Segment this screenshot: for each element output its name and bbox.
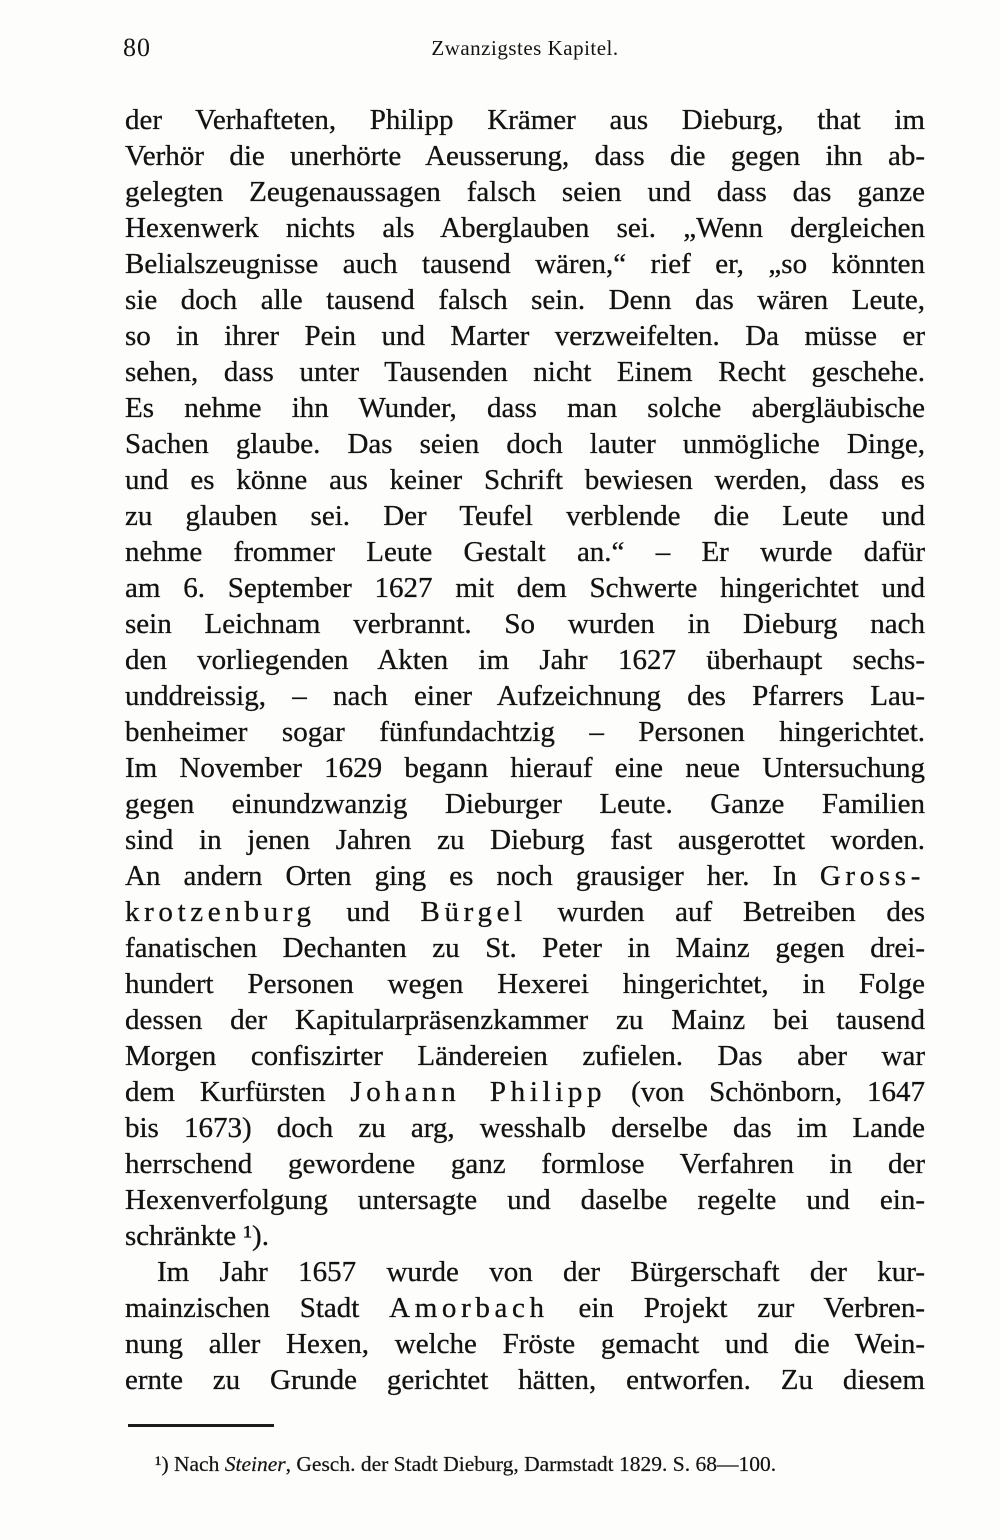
text-line — [125, 318, 925, 354]
text-line — [125, 102, 925, 138]
text-segment: Hexenverfolgung untersagte und daselbe regelte und ein- — [125, 1184, 925, 1216]
letterspaced-text: Gross- — [819, 860, 925, 892]
footnote-rule — [128, 1424, 274, 1427]
text-line — [125, 1218, 925, 1254]
page-number: 80 — [123, 33, 151, 62]
text-line — [125, 1038, 925, 1074]
text-line — [125, 462, 925, 498]
text-segment: dem Kurfürsten — [125, 1076, 351, 1108]
text-segment: zu glauben sei. Der Teufel verblende die Leute und — [125, 500, 925, 532]
text-segment: (von Schönborn, 1647 — [606, 1076, 925, 1108]
text-segment: unddreissig, – nach einer Aufzeichnung des Pfarrers Lau- — [125, 680, 925, 712]
text-segment: sehen, dass unter Tausenden nicht Einem Recht geschehe. — [125, 356, 925, 388]
text-segment: , Gesch. der Stadt Dieburg, Darmstadt 1829. S. 68—100. — [285, 1452, 777, 1476]
text-segment: Morgen confiszirter Ländereien zufielen. Das aber war — [125, 1040, 925, 1072]
text-line — [125, 678, 925, 714]
text-line — [125, 1110, 925, 1146]
text-line — [125, 930, 925, 966]
text-line — [125, 174, 925, 210]
text-line — [125, 138, 925, 174]
text-segment: und — [315, 896, 421, 928]
text-segment: An andern Orten ging es noch grausiger her. In — [125, 860, 820, 892]
letterspaced-text: Johann Philipp — [350, 1076, 607, 1108]
text-segment: ernte zu Grunde gerichtet hätten, entworfen. Zu diesem — [125, 1364, 925, 1396]
text-segment: Belialszeugnisse auch tausend wären,“ rief er, „so könnten — [125, 248, 925, 280]
letterspaced-text: Amorbach — [389, 1292, 549, 1324]
text-segment: den vorliegenden Akten im Jahr 1627 überhaupt sechs- — [125, 644, 925, 676]
text-segment: herrschend gewordene ganz formlose Verfahren in der — [125, 1148, 925, 1180]
text-line — [125, 210, 925, 246]
chapter-title: Zwanzigstes Kapitel. — [431, 36, 619, 60]
text-line — [125, 354, 925, 390]
text-segment: nehme frommer Leute Gestalt an.“ – Er wurde dafür — [125, 536, 925, 568]
text-segment: ein Projekt zur Verbren- — [548, 1292, 926, 1324]
text-segment: Sachen glaube. Das seien doch lauter unmögliche Dinge, — [125, 428, 925, 460]
text-line — [125, 1254, 925, 1290]
body-text — [125, 102, 925, 1398]
letterspaced-text: krotzenburg — [125, 896, 316, 928]
text-segment: sie doch alle tausend falsch sein. Denn das wären Leute, — [125, 284, 925, 316]
text-segment: am 6. September 1627 mit dem Schwerte hingerichtet und — [125, 572, 925, 604]
text-line — [125, 1362, 925, 1398]
text-line — [125, 426, 925, 462]
text-segment: hundert Personen wegen Hexerei hingerichtet, in Folge — [125, 968, 925, 1000]
text-segment: sind in jenen Jahren zu Dieburg fast ausgerottet worden. — [125, 824, 925, 856]
text-segment: Hexenwerk nichts als Aberglauben sei. „Wenn dergleichen — [125, 212, 925, 244]
text-segment: benheimer sogar fünfundachtzig – Personen hingerichtet. — [125, 716, 925, 748]
text-line — [125, 606, 925, 642]
text-line — [125, 1146, 925, 1182]
text-line — [125, 498, 925, 534]
text-line — [125, 714, 925, 750]
text-line — [125, 246, 925, 282]
text-line — [125, 282, 925, 318]
text-segment: gelegten Zeugenaussagen falsch seien und dass das ganze — [125, 176, 925, 208]
text-segment: so in ihrer Pein und Marter verzweifelten. Da müsse er — [125, 320, 925, 352]
text-segment: bis 1673) doch zu arg, wesshalb derselbe das im Lande — [125, 1112, 925, 1144]
text-segment: Im Jahr 1657 wurde von der Bürgerschaft der kur- — [157, 1256, 925, 1288]
text-line — [125, 390, 925, 426]
text-segment: Im November 1629 begann hierauf eine neue Untersuchung — [125, 752, 925, 784]
text-segment: dessen der Kapitularpräsenzkammer zu Mainz bei tausend — [125, 1004, 925, 1036]
text-segment: der Verhafteten, Philipp Krämer aus Dieburg, that im — [125, 104, 925, 136]
text-line — [125, 570, 925, 606]
text-segment: schränkte ¹). — [125, 1220, 269, 1252]
letterspaced-text: Bürgel — [420, 896, 527, 928]
text-segment: und es könne aus keiner Schrift bewiesen werden, dass es — [125, 464, 925, 496]
text-line — [125, 1002, 925, 1038]
text-segment: Es nehme ihn Wunder, dass man solche abergläubische — [125, 392, 925, 424]
italic-text: Steiner — [224, 1452, 286, 1476]
text-line — [125, 1326, 925, 1362]
text-line — [125, 894, 925, 930]
text-line — [125, 1290, 925, 1326]
footnote-text — [125, 1450, 925, 1478]
text-segment: nung aller Hexen, welche Fröste gemacht und die Wein- — [125, 1328, 925, 1360]
text-segment: wurden auf Betreiben des — [526, 896, 925, 928]
text-segment: ¹) Nach — [155, 1452, 225, 1476]
text-line — [125, 966, 925, 1002]
text-line — [125, 642, 925, 678]
text-segment: sein Leichnam verbrannt. So wurden in Dieburg nach — [125, 608, 925, 640]
text-segment: mainzischen Stadt — [125, 1292, 390, 1324]
text-line — [125, 858, 925, 894]
text-line — [125, 786, 925, 822]
text-segment: fanatischen Dechanten zu St. Peter in Mainz gegen drei- — [125, 932, 925, 964]
text-line — [125, 750, 925, 786]
running-head — [125, 33, 925, 65]
text-segment: gegen einundzwanzig Dieburger Leute. Ganze Familien — [125, 788, 925, 820]
text-segment: Verhör die unerhörte Aeusserung, dass die gegen ihn ab- — [125, 140, 925, 172]
text-line — [125, 1182, 925, 1218]
text-line — [125, 822, 925, 858]
text-line — [125, 1074, 925, 1110]
text-line — [125, 534, 925, 570]
